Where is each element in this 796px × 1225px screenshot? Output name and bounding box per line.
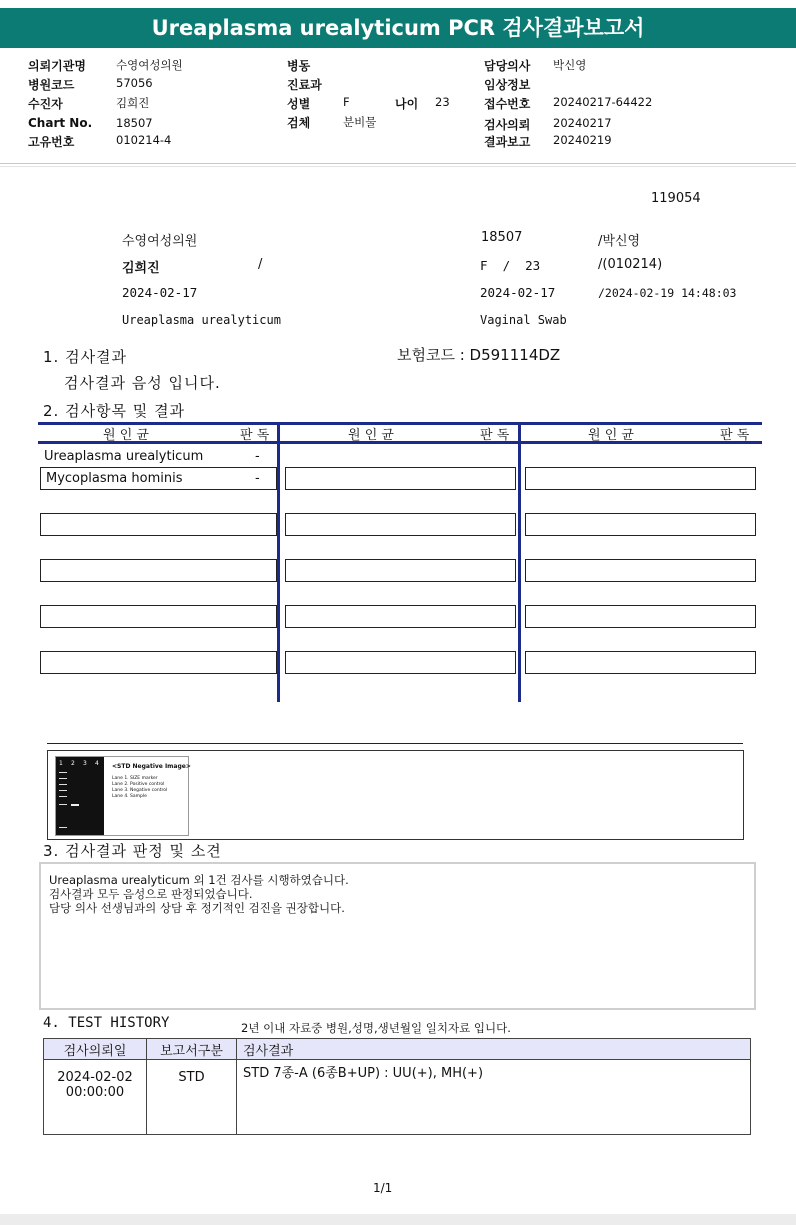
header-label: 의뢰기관명 bbox=[28, 59, 86, 73]
section1-title: 1. 검사결과 bbox=[43, 348, 128, 366]
section2-title: 2. 검사항목 및 결과 bbox=[43, 402, 186, 420]
result-cell bbox=[525, 651, 756, 674]
gel-image-thumbnail bbox=[55, 756, 189, 836]
insurance-code: 보험코드 : D591114DZ bbox=[397, 346, 561, 364]
header-label: 접수번호 bbox=[484, 97, 531, 111]
marker-band bbox=[59, 790, 67, 791]
positive-band bbox=[71, 804, 79, 806]
opinion-box bbox=[39, 862, 756, 1010]
opinion-line: 담당 의사 선생님과의 상담 후 정기적인 검진을 권장합니다. bbox=[49, 901, 345, 915]
header-label: 고유번호 bbox=[28, 135, 75, 149]
history-col-header: 검사의뢰일 bbox=[44, 1039, 147, 1060]
col-header-judgement: 판 독 bbox=[720, 428, 750, 443]
result-pathogen: Ureaplasma urealyticum bbox=[44, 449, 204, 464]
history-date-cell bbox=[44, 1060, 147, 1135]
col-header-pathogen: 원 인 균 bbox=[588, 428, 634, 443]
header-label: 성별 bbox=[287, 97, 311, 111]
header-value: 박신영 bbox=[553, 58, 587, 72]
result-cell bbox=[525, 513, 756, 536]
gel-legend-item: Lane 1. SIZE marker bbox=[112, 776, 158, 781]
column-divider bbox=[277, 422, 280, 702]
marker-band bbox=[59, 784, 67, 785]
col-header-pathogen: 원 인 균 bbox=[103, 428, 149, 443]
info-hospital: 수영여성의원 bbox=[122, 234, 198, 249]
result-judgement: - bbox=[255, 471, 260, 486]
section1-result: 검사결과 음성 입니다. bbox=[64, 374, 221, 392]
header-value: 수영여성의원 bbox=[116, 58, 183, 72]
info-sex-age: F / 23 bbox=[480, 258, 541, 273]
gel-lanes-image bbox=[56, 757, 104, 835]
col-header-pathogen: 원 인 균 bbox=[348, 428, 394, 443]
result-judgement: - bbox=[255, 449, 260, 464]
result-cell bbox=[525, 467, 756, 490]
history-col-header: 검사결과 bbox=[237, 1039, 751, 1060]
marker-band bbox=[59, 778, 67, 779]
gel-legend-item: Lane 4. Sample bbox=[112, 794, 147, 799]
history-table bbox=[43, 1038, 751, 1135]
result-cell bbox=[525, 605, 756, 628]
opinion-line: 검사결과 모두 음성으로 판정되었습니다. bbox=[49, 887, 253, 901]
lane-number: 3 bbox=[83, 760, 87, 767]
gel-legend-item: Lane 2. Positive control bbox=[112, 782, 165, 787]
info-slash: / bbox=[258, 257, 263, 272]
header-label: 진료과 bbox=[287, 78, 322, 92]
header-value: 010214-4 bbox=[116, 133, 172, 147]
form-code: 119054 bbox=[651, 191, 701, 206]
header-label: 담당의사 bbox=[484, 59, 531, 73]
page-number: 1/1 bbox=[373, 1181, 393, 1195]
result-cell bbox=[40, 513, 277, 536]
header-label: 임상정보 bbox=[484, 78, 531, 92]
result-cell bbox=[40, 651, 277, 674]
header-divider bbox=[0, 163, 796, 164]
result-cell bbox=[40, 559, 277, 582]
header-value: 김희진 bbox=[116, 96, 150, 110]
history-result: STD 7종-A (6종B+UP) : UU(+), MH(+) bbox=[237, 1060, 751, 1135]
header-label: 결과보고 bbox=[484, 135, 531, 149]
result-pathogen: Mycoplasma hominis bbox=[46, 471, 183, 486]
gel-legend-item: Lane 3. Negative control bbox=[112, 788, 168, 793]
header-label: 수진자 bbox=[28, 97, 63, 111]
header-label: 병동 bbox=[287, 59, 311, 73]
info-specimen: Vaginal Swab bbox=[480, 313, 567, 327]
header-label: 검체 bbox=[287, 116, 311, 130]
header-value: 23 bbox=[435, 95, 450, 109]
header-label: Chart No. bbox=[28, 116, 93, 130]
header-value: 20240217 bbox=[553, 116, 612, 130]
info-request-date: 2024-02-17 bbox=[122, 285, 198, 300]
gel-top-rule bbox=[47, 743, 743, 744]
history-col-header: 보고서구분 bbox=[147, 1039, 237, 1060]
result-cell bbox=[525, 559, 756, 582]
info-patient: 김희진 bbox=[122, 261, 160, 276]
result-cell bbox=[285, 651, 516, 674]
history-type: STD bbox=[147, 1060, 237, 1135]
header-value: F bbox=[343, 95, 350, 109]
header-value: 분비물 bbox=[343, 115, 377, 129]
result-cell bbox=[40, 605, 277, 628]
info-report-time: /2024-02-19 14:48:03 bbox=[598, 286, 737, 300]
info-receive-date: 2024-02-17 bbox=[480, 285, 556, 300]
lane-number: 2 bbox=[71, 760, 75, 767]
history-header-row bbox=[44, 1039, 751, 1060]
history-time: 00:00:00 bbox=[65, 1085, 125, 1100]
header-value: 18507 bbox=[116, 116, 153, 130]
result-cell bbox=[285, 605, 516, 628]
page-bottom-edge bbox=[0, 1214, 796, 1225]
info-id: /(010214) bbox=[598, 257, 663, 272]
info-test-name: Ureaplasma urealyticum bbox=[122, 313, 281, 327]
marker-band bbox=[59, 804, 67, 805]
header-value: 20240219 bbox=[553, 133, 612, 147]
marker-band bbox=[59, 772, 67, 773]
column-divider bbox=[518, 422, 521, 702]
section3-title: 3. 검사결과 판정 및 소견 bbox=[43, 842, 222, 860]
report-title: Ureaplasma urealyticum PCR 검사결과보고서 bbox=[0, 8, 796, 48]
history-date: 2024-02-02 bbox=[57, 1070, 133, 1085]
col-header-judgement: 판 독 bbox=[480, 428, 510, 443]
header-label: 나이 bbox=[395, 97, 419, 111]
gel-caption: <STD Negative Image> bbox=[112, 763, 191, 770]
lane-number: 1 bbox=[59, 760, 63, 767]
marker-band bbox=[59, 796, 67, 797]
result-cell bbox=[285, 467, 516, 490]
marker-band bbox=[59, 827, 67, 828]
header-divider bbox=[0, 166, 796, 167]
col-header-judgement: 판 독 bbox=[240, 428, 270, 443]
lane-number: 4 bbox=[95, 760, 99, 767]
result-cell bbox=[285, 559, 516, 582]
history-note: 2년 이내 자료중 병원,성명,생년월일 일치자료 입니다. bbox=[241, 1021, 511, 1035]
result-cell bbox=[285, 513, 516, 536]
info-doctor: /박신영 bbox=[598, 234, 641, 249]
opinion-line: Ureaplasma urealyticum 외 1건 검사를 시행하였습니다. bbox=[49, 873, 349, 887]
header-label: 검사의뢰 bbox=[484, 118, 531, 132]
header-value: 57056 bbox=[116, 76, 153, 90]
header-label: 병원코드 bbox=[28, 78, 75, 92]
section4-title: 4. TEST HISTORY bbox=[43, 1015, 170, 1031]
history-row bbox=[44, 1060, 751, 1135]
header-value: 20240217-64422 bbox=[553, 95, 653, 109]
info-chart: 18507 bbox=[481, 230, 523, 245]
